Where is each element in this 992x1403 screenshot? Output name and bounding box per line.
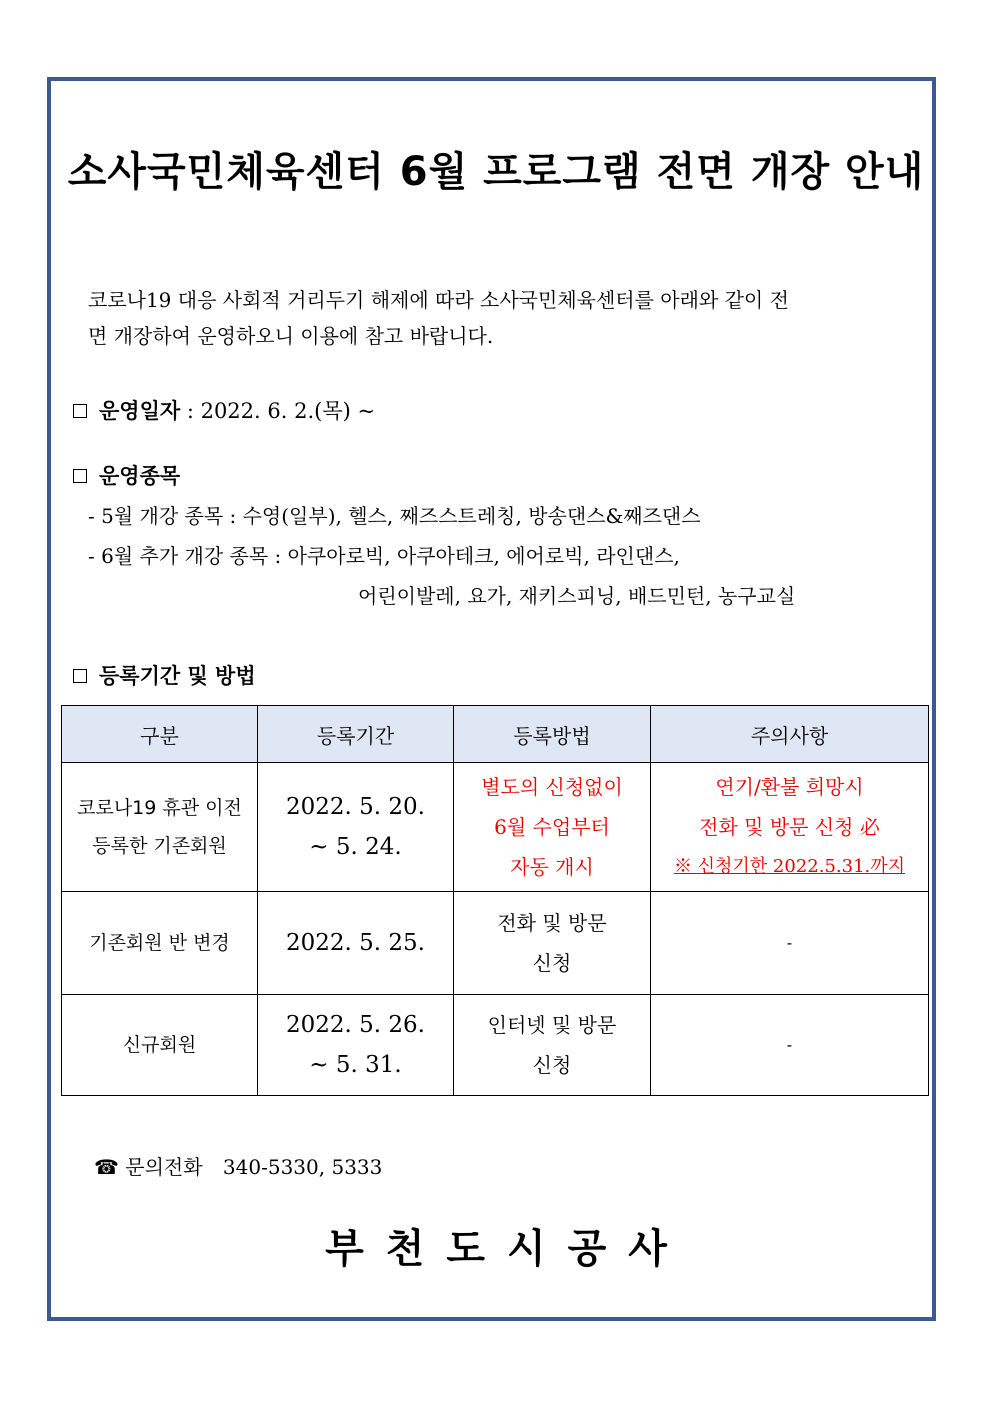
- table-row: [62, 763, 929, 892]
- row3-note: -: [651, 995, 929, 1096]
- contact-line: [94, 1148, 382, 1186]
- may-programs: - 5월 개강 종목 : 수영(일부), 헬스, 째즈스트레칭, 방송댄스&째즈댄스: [88, 504, 701, 528]
- row2-period: 2022. 5. 25.: [258, 892, 454, 995]
- header-period: 등록기간: [258, 706, 454, 763]
- row2-category: 기존회원 반 변경: [62, 892, 258, 995]
- intro-paragraph: [88, 282, 910, 354]
- row1-period: 2022. 5. 20. ~ 5. 24.: [258, 763, 454, 892]
- header-category: 구분: [62, 706, 258, 763]
- row2-note: -: [651, 892, 929, 995]
- square-bullet-icon: [73, 469, 87, 483]
- registration-table: [61, 705, 929, 1096]
- row3-method: 인터넷 및 방문 신청: [454, 995, 651, 1096]
- operation-programs-label: 운영종목: [99, 463, 181, 488]
- registration-heading: [73, 660, 256, 690]
- operation-date-label: 운영일자: [99, 398, 181, 423]
- intro-line-1: 코로나19 대응 사회적 거리두기 해제에 따라 소사국민체육센터를 아래와 같이 전: [88, 288, 789, 312]
- operation-date-value: : 2022. 6. 2.(목) ~: [180, 399, 376, 423]
- phone-icon: ☎: [94, 1155, 119, 1179]
- header-method: 등록방법: [454, 706, 651, 763]
- table-header-row: [62, 706, 929, 763]
- organization-name: 부천도시공사: [325, 1226, 689, 1272]
- square-bullet-icon: [73, 669, 87, 683]
- operation-programs-heading: [73, 460, 180, 490]
- row3-category: 신규회원: [62, 995, 258, 1096]
- page-title: 소사국민체육센터 6월 프로그램 전면 개장 안내: [67, 149, 925, 195]
- row1-category: 코로나19 휴관 이전 등록한 기존회원: [62, 763, 258, 892]
- operation-date-heading: [73, 395, 375, 425]
- row2-method: 전화 및 방문 신청: [454, 892, 651, 995]
- table-row: [62, 892, 929, 995]
- header-note: 주의사항: [651, 706, 929, 763]
- row3-period: 2022. 5. 26. ~ 5. 31.: [258, 995, 454, 1096]
- table-row: [62, 995, 929, 1096]
- page-frame: [47, 77, 936, 1321]
- june-programs-line-2: 어린이발레, 요가, 재키스피닝, 배드민턴, 농구교실: [358, 584, 796, 608]
- contact-label: 문의전화: [125, 1155, 203, 1179]
- intro-line-2: 면 개장하여 운영하오니 이용에 참고 바랍니다.: [88, 324, 494, 348]
- contact-numbers: 340-5330, 5333: [222, 1155, 383, 1179]
- registration-label: 등록기간 및 방법: [99, 663, 256, 688]
- row1-note: 연기/환불 희망시 전화 및 방문 신청 必 ※ 신청기한 2022.5.31.까지: [651, 763, 929, 892]
- row1-method: 별도의 신청없이 6월 수업부터 자동 개시: [454, 763, 651, 892]
- june-programs-line-1: - 6월 추가 개강 종목 : 아쿠아로빅, 아쿠아테크, 에어로빅, 라인댄스,: [88, 544, 680, 568]
- square-bullet-icon: [73, 404, 87, 418]
